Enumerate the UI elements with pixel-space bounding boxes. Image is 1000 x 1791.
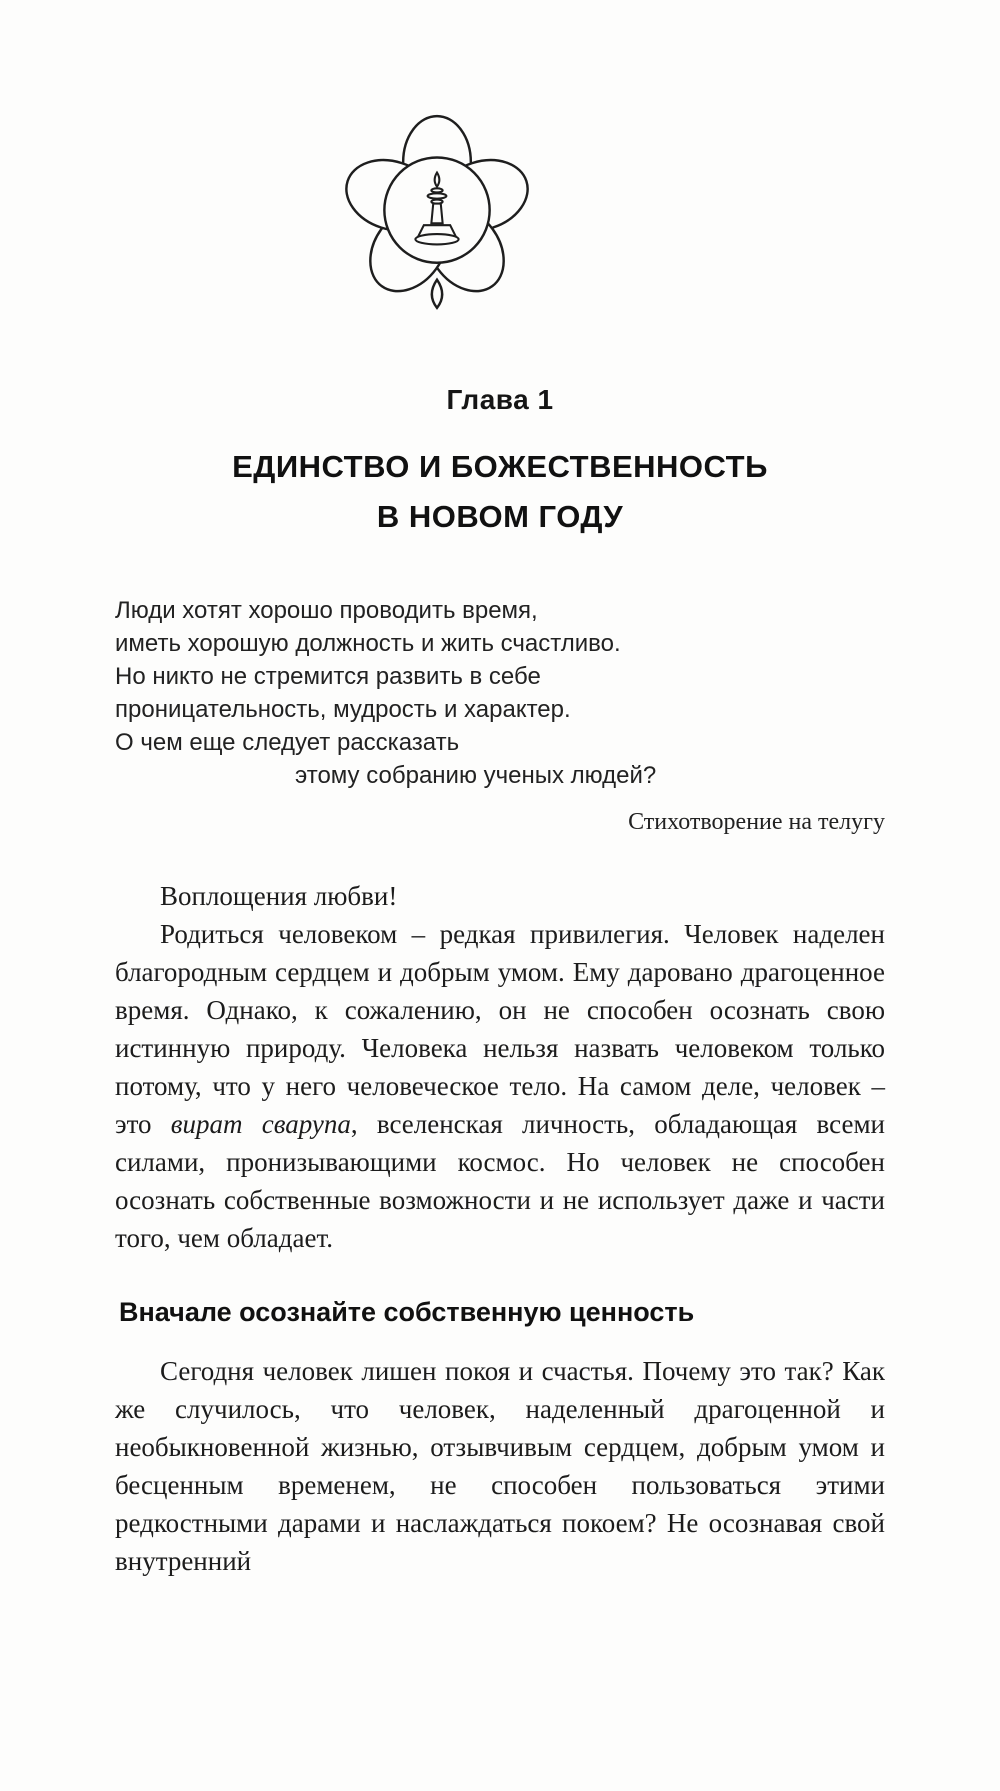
epigraph-poem [115,594,885,839]
chapter-title-line2: В НОВОМ ГОДУ [376,499,624,534]
epigraph-line: проницательность, мудрость и характер. [115,696,571,723]
chapter-title-line1: ЕДИНСТВО И БОЖЕСТВЕННОСТЬ [232,449,768,484]
section-subheading: Вначале осознайте собственную ценность [119,1297,695,1327]
epigraph-line: иметь хорошую должность и жить счастливо. [115,630,621,657]
paragraph-2: Сегодня человек лишен покоя и счастья. Почему это так? Как же случилось, что человек, наделенный драгоценной и необыкновенной жизнью, отзывчивым сердцем, добрым умом и бесценным временем, не способен пользоваться этими редкостными дарами и наслаждаться покоем? Не осознавая свой внутренний [115,1356,885,1576]
paragraph-1-text: Родиться человеком – редкая привилегия. Человек наделен благородным сердцем и добрым умом. Ему даровано драгоценное время. Однако, к сожалению, он не способен осознать свою истинную природу. Человека нельзя назвать человеком только потому, что у него человеческое тело. На самом деле, человек – это [115,919,885,1139]
text-column [115,384,885,1580]
chapter-title [115,442,885,542]
epigraph-line: Люди хотят хорошо проводить время, [115,597,538,624]
chapter-label: Глава 1 [446,384,554,415]
lotus-lamp-icon [343,112,531,312]
salutation: Воплощения любви! [160,881,398,911]
paragraph-1-term-italic: вират сварупа [170,1109,351,1139]
paragraph-1-text-cont: , вселенская личность, обладающая всеми силами, пронизывающими космос. Но человек не способен осознать собственные возможности и не использует даже и части того, чем обладает. [115,1109,885,1253]
epigraph-line: этому собранию ученых людей? [295,762,657,789]
epigraph-line: Но никто не стремится развить в себе [115,663,541,690]
publisher-emblem [0,0,1000,312]
paragraph-1 [115,915,885,1257]
epigraph-attribution: Стихотворение на телугу [628,809,885,835]
epigraph-line: О чем еще следует рассказать [115,729,460,756]
